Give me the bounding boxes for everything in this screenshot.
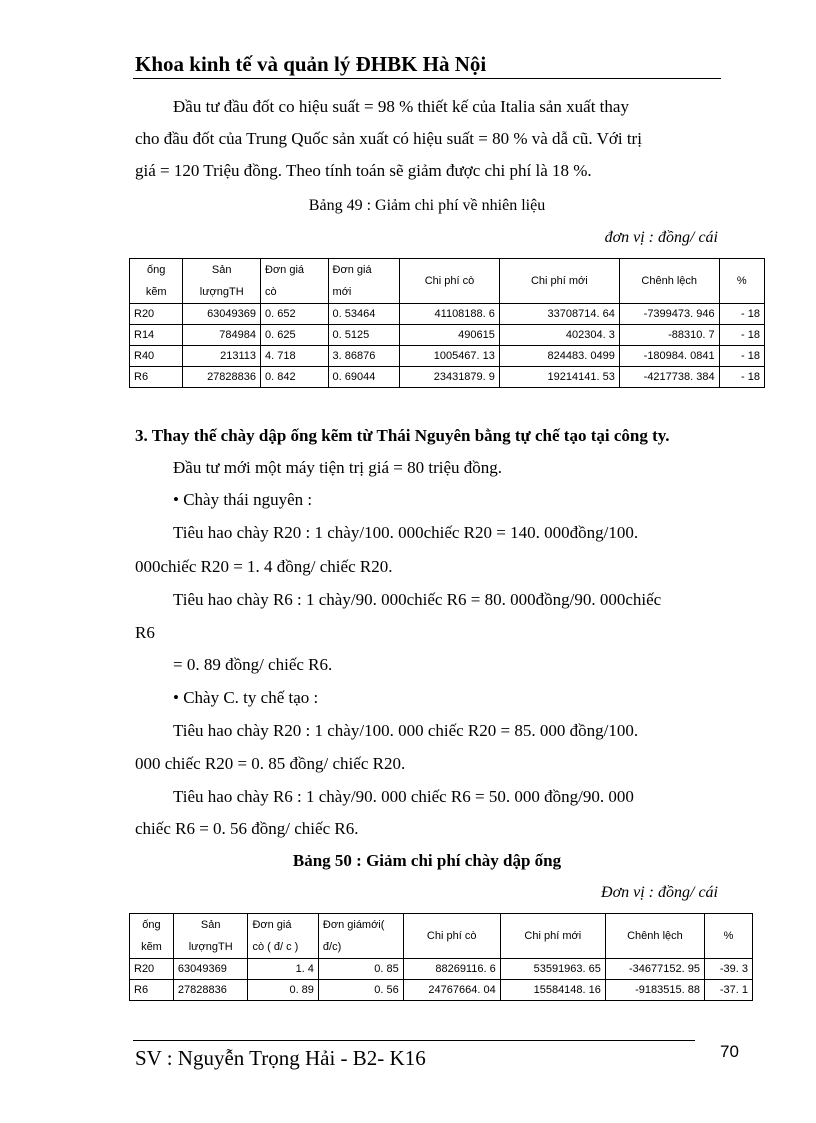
table49-cell: 63049369 (183, 304, 261, 325)
table49-unit: đơn vị : đồng/ cái (604, 229, 718, 246)
table50-h3a: Đơn giá (252, 919, 292, 931)
table50-cell: 63049369 (173, 959, 248, 980)
table50-header-cell (130, 914, 174, 959)
table49-h4a: Đơn giá (332, 264, 372, 276)
table49-cell: 41108188. 6 (400, 304, 500, 325)
table49-header-cell (183, 259, 261, 304)
section3-bullet-1: • Chày thái nguyên : (135, 490, 312, 510)
table50-header-row (130, 914, 753, 959)
table49-cell: 0. 625 (261, 325, 329, 346)
section3-line-2: Tiêu hao chày R20 : 1 chày/100. 000chiếc R20 = 140. 000đồng/100. (173, 523, 639, 542)
table49-cell: 490615 (400, 325, 500, 346)
table-row (130, 325, 765, 346)
table50-cell: 24767664. 04 (403, 980, 500, 1001)
table49-header-cell (261, 259, 329, 304)
table50-cell: -37. 1 (704, 980, 752, 1001)
table50-h2b: lượngTH (188, 941, 233, 953)
table49-cell: 27828836 (183, 367, 261, 388)
table49-header-cell: % (719, 259, 764, 304)
table50-cell: 0. 56 (318, 980, 403, 1001)
table49-header-cell (130, 259, 183, 304)
table49-cell: R14 (130, 325, 183, 346)
table49-cell: 402304. 3 (499, 325, 619, 346)
table50-header-cell: Chênh lệch (605, 914, 704, 959)
section3-bullet-2: • Chày C. ty chế tạo : (135, 688, 318, 708)
table-row (130, 959, 753, 980)
table50-header-cell: % (704, 914, 752, 959)
table49-cell: R6 (130, 367, 183, 388)
section3-line-3: 000chiếc R20 = 1. 4 đồng/ chiếc R20. (135, 557, 393, 576)
footer-divider (133, 1040, 695, 1041)
table49-cell: 784984 (183, 325, 261, 346)
table-50 (129, 913, 753, 1001)
header-divider (133, 78, 721, 79)
table49-cell: - 18 (719, 304, 764, 325)
table49-cell: - 18 (719, 325, 764, 346)
table50-header-cell (318, 914, 403, 959)
table49-cell: 4. 718 (261, 346, 329, 367)
table-row (130, 980, 753, 1001)
table-row (130, 367, 765, 388)
section3-line-7: Tiêu hao chày R20 : 1 chày/100. 000 chiếc R20 = 85. 000 đồng/100. (173, 721, 639, 740)
table50-cell: 1. 4 (248, 959, 318, 980)
table49-h1b: kẽm (145, 286, 167, 298)
table49-cell: 0. 652 (261, 304, 329, 325)
table49-cell: R20 (130, 304, 183, 325)
table50-cell: R6 (130, 980, 174, 1001)
table49-cell: 0. 842 (261, 367, 329, 388)
table49-cell: R40 (130, 346, 183, 367)
section3-heading: 3. Thay thế chày dập ống kẽm từ Thái Nguyên bằng tự chế tạo tại công ty. (135, 426, 670, 445)
table49-cell: 33708714. 64 (499, 304, 619, 325)
table50-header-cell (173, 914, 248, 959)
table50-header-cell: Chi phí cò (403, 914, 500, 959)
table-49 (129, 258, 765, 388)
table50-caption: Bảng 50 : Giảm chi phí chày dập ống (292, 851, 562, 870)
section3-line-6: = 0. 89 đồng/ chiếc R6. (173, 655, 333, 674)
table49-cell: -4217738. 384 (619, 367, 719, 388)
table49-header-cell: Chi phí mới (499, 259, 619, 304)
table49-caption: Bảng 49 : Giảm chi phí về nhiên liệu (308, 197, 546, 214)
section3-line-1: Đầu tư mới một máy tiện trị giá = 80 triệu đồng. (173, 458, 503, 477)
section3-line-10: chiếc R6 = 0. 56 đồng/ chiếc R6. (135, 819, 359, 838)
table50-cell: R20 (130, 959, 174, 980)
table49-cell: 824483. 0499 (499, 346, 619, 367)
table49-cell: 1005467. 13 (400, 346, 500, 367)
table49-cell: 213113 (183, 346, 261, 367)
table49-cell: 3. 86876 (328, 346, 400, 367)
table50-header-cell (248, 914, 318, 959)
table49-cell: 19214141. 53 (499, 367, 619, 388)
table50-cell: 27828836 (173, 980, 248, 1001)
table49-cell: - 18 (719, 367, 764, 388)
table49-h3b: cò (265, 286, 277, 298)
table50-h4b: đ/c) (322, 941, 342, 953)
footer-student: SV : Nguyễn Trọng Hải - B2- K16 (135, 1046, 426, 1070)
section3-line-8: 000 chiếc R20 = 0. 85 đồng/ chiếc R20. (135, 754, 406, 773)
section3-line-4: Tiêu hao chày R6 : 1 chày/90. 000chiếc R6 = 80. 000đồng/90. 000chiếc (173, 590, 662, 609)
table50-h1b: kẽm (141, 941, 162, 953)
table50-unit: Đơn vị : đồng/ cái (601, 884, 718, 901)
table50-h2a: Sản (200, 919, 221, 931)
intro-line-1: Đầu tư đầu đốt co hiệu suất = 98 % thiết kế của Italia sản xuất thay (173, 97, 629, 116)
intro-line-3: giá = 120 Triệu đồng. Theo tính toán sẽ giảm được chi phí là 18 %. (135, 161, 592, 180)
table49-header-cell (328, 259, 400, 304)
table50-header-cell: Chi phí mới (500, 914, 605, 959)
table49-cell: -180984. 0841 (619, 346, 719, 367)
table50-cell: 0. 89 (248, 980, 318, 1001)
table49-cell: 0. 69044 (328, 367, 400, 388)
table49-cell: 0. 5125 (328, 325, 400, 346)
table49-h2b: lượngTH (199, 286, 244, 298)
table50-cell: -39. 3 (704, 959, 752, 980)
page-number: 70 (720, 1042, 739, 1061)
table49-cell: -7399473. 946 (619, 304, 719, 325)
table50-cell: 0. 85 (318, 959, 403, 980)
table49-header-row (130, 259, 765, 304)
table49-h2a: Sản (211, 264, 232, 276)
table50-cell: -9183515. 88 (605, 980, 704, 1001)
table50-cell: -34677152. 95 (605, 959, 704, 980)
table49-h4b: mới (332, 286, 352, 298)
table49-cell: -88310. 7 (619, 325, 719, 346)
table49-header-cell: Chênh lệch (619, 259, 719, 304)
intro-line-2: cho đầu đốt của Trung Quốc sản xuất có hiệu suất = 80 % và dẫ cũ. Với trị (135, 129, 642, 148)
table50-cell: 53591963. 65 (500, 959, 605, 980)
table49-cell: 0. 53464 (328, 304, 400, 325)
table50-cell: 15584148. 16 (500, 980, 605, 1001)
table50-h4a: Đơn giámới( (322, 919, 385, 931)
table49-cell: - 18 (719, 346, 764, 367)
page-header-title: Khoa kinh tế và quản lý ĐHBK Hà Nội (135, 52, 487, 76)
table-row (130, 304, 765, 325)
table50-h1a: ống (142, 919, 161, 931)
table49-h1a: ống (147, 264, 166, 276)
table50-h3b: cò ( đ/ c ) (252, 941, 299, 953)
table49-header-cell: Chi phí cò (400, 259, 500, 304)
table50-cell: 88269116. 6 (403, 959, 500, 980)
table49-h3a: Đơn giá (265, 264, 305, 276)
section3-line-9: Tiêu hao chày R6 : 1 chày/90. 000 chiếc R6 = 50. 000 đồng/90. 000 (173, 787, 634, 806)
section3-line-5: R6 (135, 623, 155, 642)
table49-cell: 23431879. 9 (400, 367, 500, 388)
table-row (130, 346, 765, 367)
